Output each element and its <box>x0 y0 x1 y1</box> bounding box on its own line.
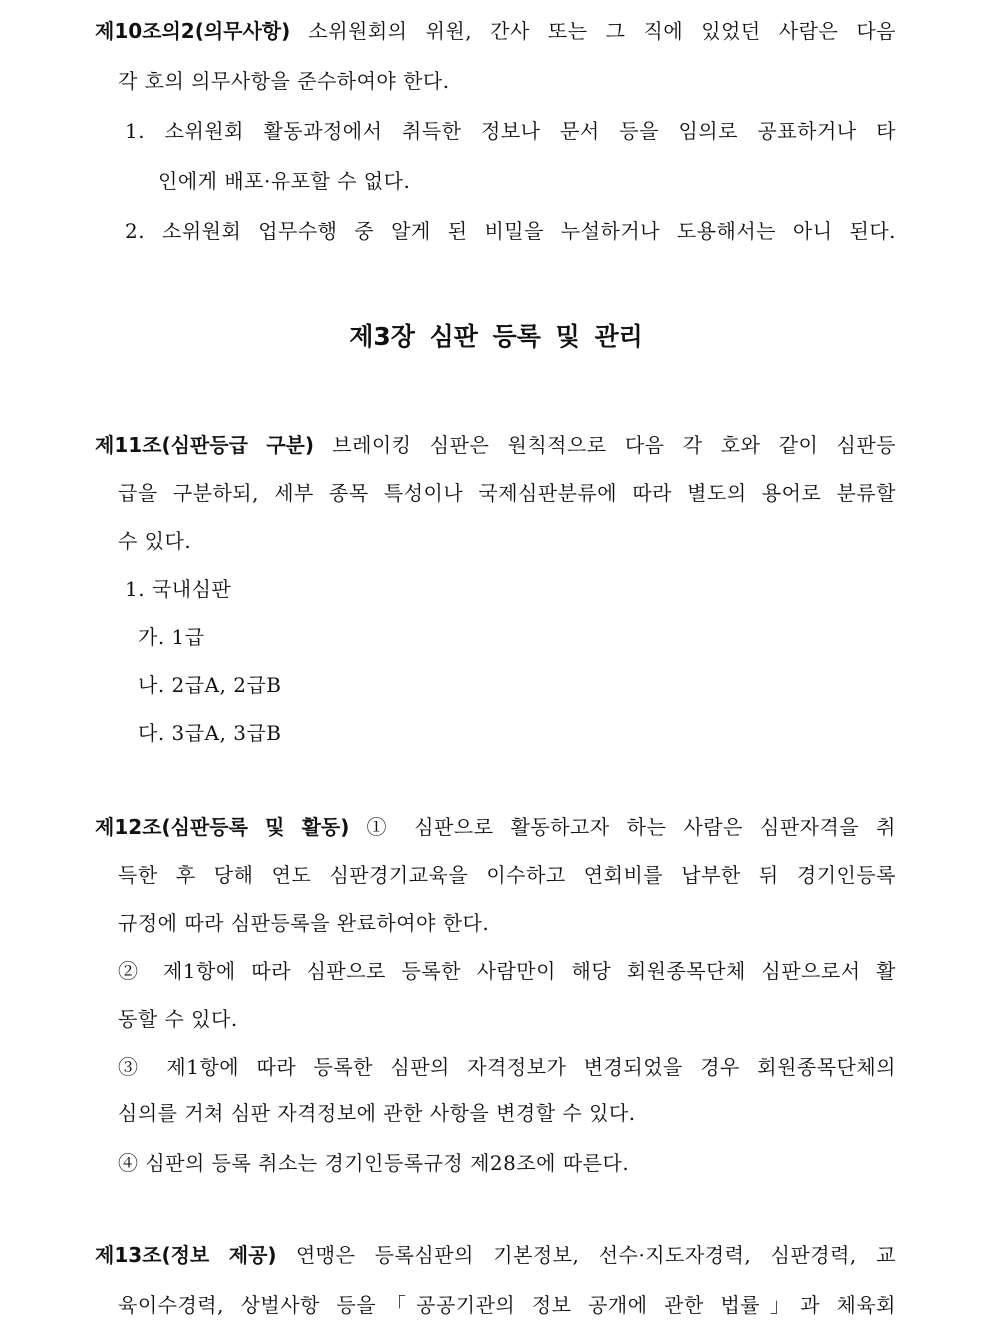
art11-sub-b: 나. 2급A, 2급B <box>138 673 282 697</box>
art12-title: 제12조(심판등록 및 활동) <box>95 815 350 839</box>
art12-para-2: ② 제1항에 따라 심판으로 등록한 사람만이 해당 회원종목단체 심판으로서 활 <box>118 959 896 983</box>
art10-2-first-line <box>95 16 896 46</box>
art13-first-line <box>95 1240 896 1270</box>
art10-2-body: 소위원회의 위원, 간사 또는 그 직에 있었던 사람은 다음 <box>308 19 896 43</box>
art10-2-title: 제10조의2(의무사항) <box>95 19 291 43</box>
art10-2-item-1-cont: 인에게 배포·유포할 수 없다. <box>158 169 411 193</box>
art11-body-cont-2: 수 있다. <box>118 529 192 553</box>
art13-body: 연맹은 등록심판의 기본정보, 선수·지도자경력, 심판경력, 교 <box>295 1243 897 1267</box>
art11-body-cont: 급을 구분하되, 세부 종목 특성이나 국제심판분류에 따라 별도의 용어로 분류할 <box>118 481 896 505</box>
art11-title: 제11조(심판등급 구분) <box>95 433 315 457</box>
art11-body: 브레이킹 심판은 원칙적으로 다음 각 호와 같이 심판등 <box>332 433 897 457</box>
art12-para-4: ④ 심판의 등록 취소는 경기인등록규정 제28조에 따른다. <box>118 1151 630 1175</box>
art13-title: 제13조(정보 제공) <box>95 1243 277 1267</box>
art10-2-item-2: 2. 소위원회 업무수행 중 알게 된 비밀을 누설하거나 도용해서는 아니 된다. <box>125 219 896 243</box>
art12-para-2-cont: 동할 수 있다. <box>118 1007 238 1031</box>
art12-first-line <box>95 812 896 842</box>
art11-sub-c: 다. 3급A, 3급B <box>138 721 282 745</box>
art13-body-cont: 육이수경력, 상벌사항 등을「공공기관의 정보 공개에 관한 법률」과 체육회 <box>118 1293 896 1317</box>
art10-2-item-1: 1. 소위원회 활동과정에서 취득한 정보나 문서 등을 임의로 공표하거나 타 <box>125 119 896 143</box>
art12-para-3-cont: 심의를 거쳐 심판 자격정보에 관한 사항을 변경할 수 있다. <box>118 1101 636 1125</box>
art10-2-body-cont: 각 호의 의무사항을 준수하여야 한다. <box>118 69 450 93</box>
art12-para-3: ③ 제1항에 따라 등록한 심판의 자격정보가 변경되었을 경우 회원종목단체의 <box>118 1055 896 1079</box>
art11-item-1: 1. 국내심판 <box>125 577 232 601</box>
art11-first-line <box>95 430 896 460</box>
art12-body-cont: 득한 후 당해 연도 심판경기교육을 이수하고 연회비를 납부한 뒤 경기인등록 <box>118 863 896 887</box>
art11-sub-a: 가. 1급 <box>138 625 205 649</box>
art12-body: ① 심판으로 활동하고자 하는 사람은 심판자격을 취 <box>366 815 897 839</box>
art12-body-cont-2: 규정에 따라 심판등록을 완료하여야 한다. <box>118 911 490 935</box>
chapter-heading: 제3장 심판 등록 및 관리 <box>349 322 643 351</box>
